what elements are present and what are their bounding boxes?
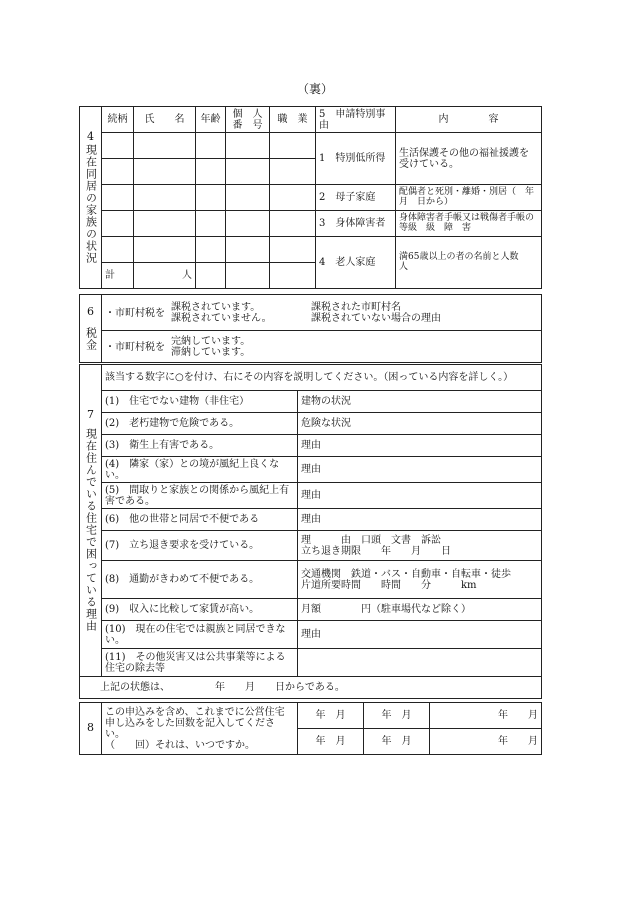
housing-problems-table (79, 364, 542, 699)
problem-item-10[interactable]: (10) 現在の住宅では親族と同居できない。 (102, 621, 298, 649)
reason-3-name: 3 身体障害者 (316, 211, 396, 237)
reason-1-name: 1 特別低所得 (316, 133, 396, 185)
problem-item-8[interactable]: (8) 通勤がきわめて不便である。 (102, 561, 298, 599)
family-cell[interactable] (270, 185, 316, 211)
section-6-label: 6 税金 (80, 295, 102, 363)
family-cell[interactable] (226, 211, 270, 237)
application-date-4[interactable]: 年 月 (298, 729, 364, 755)
reason-4-content: 満65歳以上の者の名前と人数 人 (396, 237, 542, 289)
total-cell[interactable] (270, 263, 316, 289)
tax-opt-delinquent[interactable]: 滞納しています。 (171, 346, 251, 358)
tax-note-reason: 課税されていない場合の理由 (311, 312, 441, 324)
family-cell[interactable] (196, 159, 226, 185)
problem-item-4[interactable]: (4) 隣家（家）との境が風紀上良くない。 (102, 457, 298, 483)
problem-detail-3[interactable]: 理由 (298, 435, 542, 457)
header-personal-number: 個 人番 号 (226, 107, 270, 133)
tax-assessment-row[interactable] (102, 295, 542, 331)
problem-item-11[interactable]: (11) その他災害又は公共事業等による住宅の除去等 (102, 649, 298, 677)
family-cell[interactable] (196, 237, 226, 263)
family-cell[interactable] (102, 185, 134, 211)
problem-detail-8[interactable]: 交通機関 鉄道・バス・自動車・自転車・徒歩 片道所要時間 時間 分 km (298, 561, 542, 599)
tax-lead-2: ・市町村税を (105, 341, 165, 353)
family-cell[interactable] (270, 211, 316, 237)
header-content: 内 容 (396, 107, 542, 133)
problem-detail-10[interactable]: 理由 (298, 621, 542, 649)
header-occupation: 職 業 (270, 107, 316, 133)
family-cell[interactable] (196, 133, 226, 159)
family-cell[interactable] (196, 185, 226, 211)
problem-item-1[interactable]: (1) 住宅でない建物（非住宅） (102, 391, 298, 413)
problem-item-6[interactable]: (6) 他の世帯と同居で不便である (102, 509, 298, 531)
family-cell[interactable] (270, 133, 316, 159)
family-cell[interactable] (134, 159, 196, 185)
family-cell[interactable] (102, 133, 134, 159)
problem-item-2[interactable]: (2) 老朽建物で危険である。 (102, 413, 298, 435)
section-4-label: 4 現在同居の家族の状況 (80, 107, 102, 289)
family-cell[interactable] (102, 211, 134, 237)
application-date-3[interactable]: 年 月 (430, 703, 542, 729)
family-cell[interactable] (102, 237, 134, 263)
problem-detail-1[interactable]: 建物の状況 (298, 391, 542, 413)
reason-1-content: 生活保護その他の福祉援護を受けている。 (396, 133, 542, 185)
section-7-instruction: 該当する数字に○を付け、右にその内容を説明してください。（困っている内容を詳しく。） (102, 365, 542, 391)
problem-detail-2[interactable]: 危険な状況 (298, 413, 542, 435)
household-table (79, 106, 546, 289)
reason-2-content: 配偶者と死別・離婚・別居（ 年 月 日から） (396, 185, 542, 211)
tax-opt-taxed[interactable]: 課税されています。 (171, 301, 261, 313)
family-cell[interactable] (102, 159, 134, 185)
reason-2-name: 2 母子家庭 (316, 185, 396, 211)
total-cell[interactable] (196, 263, 226, 289)
application-date-1[interactable]: 年 月 (298, 703, 364, 729)
family-cell[interactable] (134, 237, 196, 263)
application-date-2[interactable]: 年 月 (364, 703, 430, 729)
application-date-5[interactable]: 年 月 (364, 729, 430, 755)
family-cell[interactable] (226, 185, 270, 211)
problem-item-7[interactable]: (7) 立ち退き要求を受けている。 (102, 531, 298, 561)
family-cell[interactable] (270, 159, 316, 185)
tax-note-municipality: 課税された市町村名 (311, 301, 401, 313)
page-title: （裏） (296, 82, 333, 96)
tax-payment-row[interactable] (102, 331, 542, 363)
reason-3-content: 身体障害者手帳又は戦傷者手帳の等級 級 障 害 (396, 211, 542, 237)
header-relation: 続柄 (102, 107, 134, 133)
problem-detail-9[interactable]: 月額 円（駐車場代など除く） (298, 599, 542, 621)
application-count-question[interactable]: この申込みを含め、これまでに公営住宅申し込みをした回数を記入してください。 （ 回）それは、いつですか。 (102, 703, 298, 755)
application-date-6[interactable]: 年 月 (430, 729, 542, 755)
problem-detail-5[interactable]: 理由 (298, 483, 542, 509)
reason-4-name: 4 老人家庭 (316, 237, 396, 289)
family-cell[interactable] (134, 211, 196, 237)
state-since-footer[interactable]: 上記の状態は、 年 月 日からである。 (80, 677, 542, 699)
header-special-reason: 5 申請特別事由 (316, 107, 396, 133)
header-name: 氏 名 (134, 107, 196, 133)
section-7-label: 7 現在住んでいる住宅で困っている理由 (80, 365, 102, 677)
problem-detail-11[interactable] (298, 649, 542, 677)
tax-opt-paid[interactable]: 完納しています。 (171, 335, 251, 347)
total-cell[interactable] (226, 263, 270, 289)
problem-item-5[interactable]: (5) 間取りと家族との関係から風紀上有害である。 (102, 483, 298, 509)
family-cell[interactable] (226, 159, 270, 185)
problem-detail-7[interactable]: 理 由 口頭 文書 訴訟 立ち退き期限 年 月 日 (298, 531, 542, 561)
family-cell[interactable] (134, 133, 196, 159)
problem-item-3[interactable]: (3) 衛生上有害である。 (102, 435, 298, 457)
family-cell[interactable] (196, 211, 226, 237)
problem-detail-4[interactable]: 理由 (298, 457, 542, 483)
family-cell[interactable] (226, 237, 270, 263)
total-label: 計 (102, 263, 134, 289)
header-age: 年齢 (196, 107, 226, 133)
problem-detail-6[interactable]: 理由 (298, 509, 542, 531)
tax-opt-not-taxed[interactable]: 課税されていません。 (171, 312, 272, 324)
total-unit: 人 (134, 263, 196, 289)
family-cell[interactable] (270, 237, 316, 263)
tax-table (79, 294, 542, 363)
section-8-label: 8 (80, 703, 102, 755)
family-cell[interactable] (226, 133, 270, 159)
problem-item-9[interactable]: (9) 収入に比較して家賃が高い。 (102, 599, 298, 621)
previous-applications-table (79, 702, 542, 755)
family-cell[interactable] (134, 185, 196, 211)
tax-lead-1: ・市町村税を (105, 307, 165, 319)
